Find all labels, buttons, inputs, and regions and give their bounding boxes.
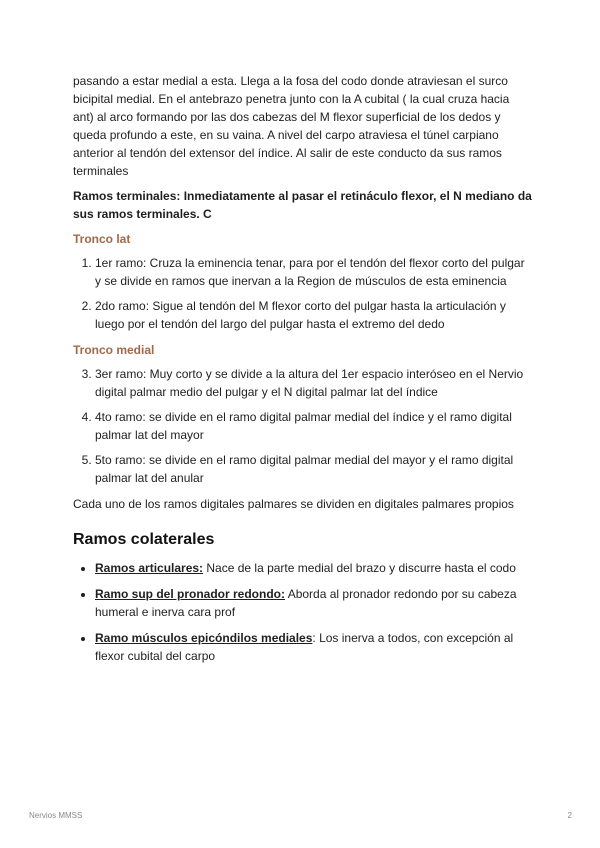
term-label: Ramo sup del pronador redondo: <box>95 587 286 601</box>
tronco-medial-list <box>73 365 533 487</box>
terminal-branches-heading: Ramos terminales: Inmediatamente al pasar el retináculo flexor, el N mediano da sus ramos terminales. C <box>73 189 532 221</box>
term-text: Nace de la parte medial del brazo y discurre hasta el codo <box>203 561 516 575</box>
tronco-lat-heading: Tronco lat <box>73 232 131 246</box>
term-text: : Los inerva a todos, con excepción al flexor cubital del carpo <box>95 631 514 663</box>
closing-paragraph: Cada uno de los ramos digitales palmares se dividen en digitales palmares propios <box>73 497 514 511</box>
list-item <box>95 585 533 621</box>
list-item: 4. 4to ramo: se divide en el ramo digital palmar medial del índice y el ramo digital palmar lat del mayor <box>95 408 533 444</box>
list-item: 3. 3er ramo: Muy corto y se divide a la altura del 1er espacio interóseo en el Nervio digital palmar medio del pulgar y el N digital palmar lat del índice <box>95 365 533 401</box>
intro-paragraph: pasando a estar medial a esta. Llega a la fosa del codo donde atraviesan el surco bicipital medial. En el antebrazo penetra junto con la A cubital ( la cual cruza hacia ant) al arco formando por las dos cabezas del M flexor superficial de los dedos y queda profundo a este, en su vaina. A nivel del carpo atraviesa el túnel carpiano anterior al tendón del extensor del índice. Al salir de este conducto da sus ramos terminales <box>73 74 510 178</box>
list-item <box>95 559 533 577</box>
term-label: Ramos articulares: <box>95 561 204 575</box>
colaterales-heading: Ramos colaterales <box>73 531 215 548</box>
colaterales-list <box>73 559 533 665</box>
footer-title: Nervios MMSS <box>29 811 83 820</box>
list-item: 5. 5to ramo: se divide en el ramo digital palmar medial del mayor y el ramo digital palmar lat del anular <box>95 451 533 487</box>
list-item: 2. 2do ramo: Sigue al tendón del M flexor corto del pulgar hasta la articulación y luego por el tendón del largo del pulgar hasta el extremo del dedo <box>95 297 533 333</box>
document-body <box>73 72 533 673</box>
tronco-medial-heading: Tronco medial <box>73 343 155 357</box>
list-item <box>95 629 533 665</box>
term-label: Ramo músculos epicóndilos mediales <box>95 631 313 645</box>
tronco-lat-list <box>73 254 533 333</box>
list-item: 1. 1er ramo: Cruza la eminencia tenar, para por el tendón del flexor corto del pulgar y se divide en ramos que inervan a la Region de músculos de esta eminencia <box>95 254 533 290</box>
page-number: 2 <box>567 811 572 820</box>
term-text: Aborda al pronador redondo por su cabeza humeral e inerva cara prof <box>95 587 517 619</box>
